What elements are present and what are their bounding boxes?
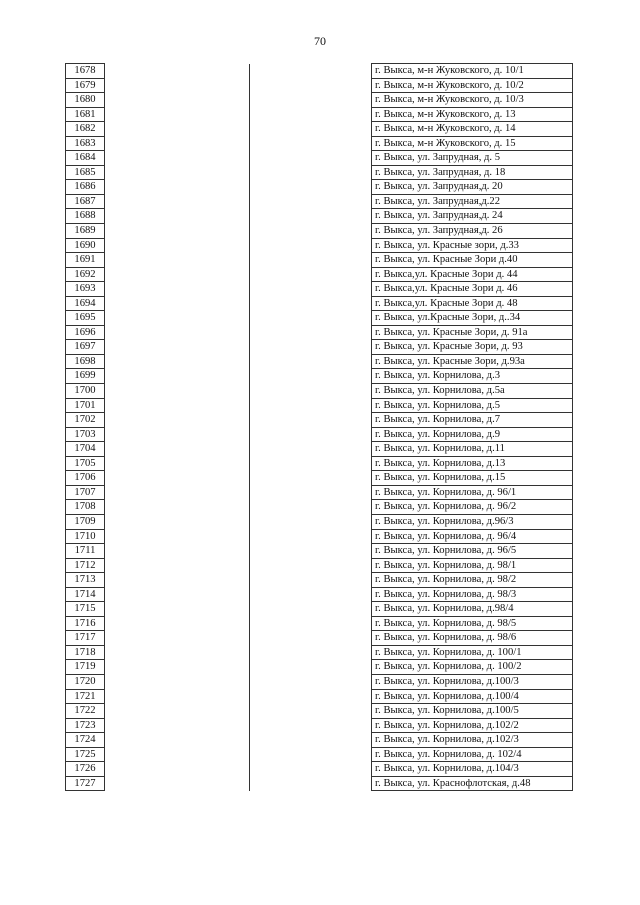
empty-cell [105,282,250,297]
address-cell: г. Выкса, ул. Красные зори, д.33 [372,238,573,253]
table-row [66,529,573,544]
empty-cell [105,442,250,457]
row-number-cell: 1694 [66,296,105,311]
table-row [66,369,573,384]
address-cell: г. Выкса, ул. Корнилова, д. 96/1 [372,485,573,500]
row-number-cell: 1709 [66,514,105,529]
row-number-cell: 1693 [66,282,105,297]
table-row [66,224,573,239]
address-cell: г. Выкса, ул. Корнилова, д. 98/5 [372,616,573,631]
table-row [66,165,573,180]
address-cell: г. Выкса, ул. Корнилова, д. 96/2 [372,500,573,515]
empty-cell [105,529,250,544]
row-number-cell: 1689 [66,224,105,239]
empty-cell [250,194,372,209]
empty-cell [105,514,250,529]
address-cell: г. Выкса, ул. Корнилова, д.15 [372,471,573,486]
empty-cell [105,369,250,384]
empty-cell [250,151,372,166]
empty-cell [250,340,372,355]
empty-cell [105,485,250,500]
empty-cell [250,296,372,311]
empty-cell [250,282,372,297]
row-number-cell: 1700 [66,384,105,399]
empty-cell [105,427,250,442]
address-cell: г. Выкса, м-н Жуковского, д. 10/1 [372,64,573,79]
address-cell: г. Выкса, ул. Корнилова, д. 98/6 [372,631,573,646]
row-number-cell: 1716 [66,616,105,631]
table-row [66,776,573,791]
address-cell: г. Выкса, ул. Корнилова, д.7 [372,413,573,428]
row-number-cell: 1684 [66,151,105,166]
row-number-cell: 1699 [66,369,105,384]
table-row [66,573,573,588]
empty-cell [250,224,372,239]
address-cell: г. Выкса, ул. Корнилова, д.3 [372,369,573,384]
empty-cell [105,558,250,573]
empty-cell [105,136,250,151]
empty-cell [105,180,250,195]
empty-cell [105,718,250,733]
address-cell: г. Выкса, ул. Корнилова, д. 102/4 [372,747,573,762]
table-row [66,471,573,486]
empty-cell [105,456,250,471]
table-row [66,485,573,500]
empty-cell [250,180,372,195]
row-number-cell: 1682 [66,122,105,137]
row-number-cell: 1708 [66,500,105,515]
address-cell: г. Выкса, ул. Краснофлотская, д.48 [372,776,573,791]
row-number-cell: 1715 [66,602,105,617]
empty-cell [105,413,250,428]
empty-cell [105,107,250,122]
empty-cell [250,660,372,675]
row-number-cell: 1702 [66,413,105,428]
address-cell: г. Выкса,ул. Красные Зори д. 44 [372,267,573,282]
table-row [66,602,573,617]
row-number-cell: 1696 [66,325,105,340]
table-row [66,456,573,471]
empty-cell [105,660,250,675]
table-row [66,64,573,79]
address-cell: г. Выкса, ул. Запрудная,д. 24 [372,209,573,224]
empty-cell [105,573,250,588]
empty-cell [250,267,372,282]
table-row [66,747,573,762]
address-cell: г. Выкса, м-н Жуковского, д. 15 [372,136,573,151]
table-row [66,645,573,660]
table-row [66,558,573,573]
address-cell: г. Выкса, ул. Корнилова, д. 98/2 [372,573,573,588]
address-cell: г. Выкса, ул. Корнилова, д.104/3 [372,762,573,777]
row-number-cell: 1717 [66,631,105,646]
table-row [66,325,573,340]
row-number-cell: 1710 [66,529,105,544]
empty-cell [250,442,372,457]
address-cell: г. Выкса, ул. Запрудная, д. 5 [372,151,573,166]
row-number-cell: 1690 [66,238,105,253]
empty-cell [105,194,250,209]
empty-cell [105,296,250,311]
page-number: 70 [314,34,326,48]
address-cell: г. Выкса, м-н Жуковского, д. 10/3 [372,93,573,108]
address-cell: г. Выкса, ул. Корнилова, д. 100/2 [372,660,573,675]
empty-cell [105,762,250,777]
empty-cell [250,485,372,500]
address-cell: г. Выкса, ул. Корнилова, д. 96/5 [372,544,573,559]
empty-cell [250,616,372,631]
address-cell: г. Выкса, ул. Корнилова, д.11 [372,442,573,457]
empty-cell [250,544,372,559]
empty-cell [105,354,250,369]
empty-cell [105,631,250,646]
table-row [66,674,573,689]
address-table-body [66,64,573,791]
row-number-cell: 1683 [66,136,105,151]
table-row [66,500,573,515]
empty-cell [105,267,250,282]
address-cell: г. Выкса, ул. Корнилова, д.98/4 [372,602,573,617]
row-number-cell: 1714 [66,587,105,602]
empty-cell [105,224,250,239]
address-cell: г. Выкса, ул. Красные Зори, д.93а [372,354,573,369]
table-row [66,107,573,122]
empty-cell [250,311,372,326]
row-number-cell: 1686 [66,180,105,195]
empty-cell [250,165,372,180]
row-number-cell: 1679 [66,78,105,93]
address-cell: г. Выкса, ул. Красные Зори д.40 [372,253,573,268]
table-row [66,733,573,748]
row-number-cell: 1687 [66,194,105,209]
table-row [66,384,573,399]
empty-cell [250,500,372,515]
row-number-cell: 1685 [66,165,105,180]
empty-cell [105,674,250,689]
empty-cell [250,238,372,253]
empty-cell [105,544,250,559]
address-cell: г. Выкса, ул. Корнилова, д. 96/4 [372,529,573,544]
address-cell: г. Выкса, ул. Запрудная,д.22 [372,194,573,209]
empty-cell [250,674,372,689]
empty-cell [105,165,250,180]
empty-cell [250,631,372,646]
row-number-cell: 1701 [66,398,105,413]
address-cell: г. Выкса, ул. Красные Зори, д. 91а [372,325,573,340]
row-number-cell: 1727 [66,776,105,791]
table-row [66,253,573,268]
row-number-cell: 1719 [66,660,105,675]
table-row [66,340,573,355]
row-number-cell: 1720 [66,674,105,689]
empty-cell [250,413,372,428]
row-number-cell: 1697 [66,340,105,355]
empty-cell [250,354,372,369]
address-cell: г. Выкса, м-н Жуковского, д. 13 [372,107,573,122]
address-cell: г. Выкса, ул.Красные Зори, д..34 [372,311,573,326]
address-cell: г. Выкса, ул. Красные Зори, д. 93 [372,340,573,355]
table-row [66,587,573,602]
row-number-cell: 1678 [66,64,105,79]
address-cell: г. Выкса, ул. Запрудная,д. 20 [372,180,573,195]
empty-cell [105,602,250,617]
empty-cell [105,340,250,355]
empty-cell [250,558,372,573]
empty-cell [250,776,372,791]
table-row [66,194,573,209]
table-row [66,180,573,195]
address-cell: г. Выкса, ул. Корнилова, д.13 [372,456,573,471]
empty-cell [250,78,372,93]
empty-cell [250,64,372,79]
address-cell: г. Выкса, ул. Корнилова, д. 100/1 [372,645,573,660]
table-row [66,282,573,297]
empty-cell [250,747,372,762]
empty-cell [250,762,372,777]
empty-cell [105,733,250,748]
empty-cell [105,325,250,340]
empty-cell [105,645,250,660]
row-number-cell: 1680 [66,93,105,108]
empty-cell [250,514,372,529]
address-cell: г. Выкса, ул. Корнилова, д.100/3 [372,674,573,689]
address-cell: г. Выкса, ул. Корнилова, д.102/2 [372,718,573,733]
row-number-cell: 1724 [66,733,105,748]
row-number-cell: 1711 [66,544,105,559]
row-number-cell: 1688 [66,209,105,224]
address-cell: г. Выкса, ул. Корнилова, д.96/3 [372,514,573,529]
table-row [66,660,573,675]
address-cell: г. Выкса, ул. Корнилова, д. 98/1 [372,558,573,573]
empty-cell [250,587,372,602]
row-number-cell: 1726 [66,762,105,777]
table-row [66,413,573,428]
address-cell: г. Выкса, ул. Корнилова, д. 98/3 [372,587,573,602]
row-number-cell: 1722 [66,704,105,719]
row-number-cell: 1695 [66,311,105,326]
empty-cell [105,64,250,79]
row-number-cell: 1718 [66,645,105,660]
table-row [66,704,573,719]
address-cell: г. Выкса, ул. Корнилова, д.102/3 [372,733,573,748]
address-cell: г. Выкса, ул. Запрудная, д. 18 [372,165,573,180]
empty-cell [105,122,250,137]
address-cell: г. Выкса, ул. Запрудная,д. 26 [372,224,573,239]
empty-cell [250,718,372,733]
empty-cell [105,471,250,486]
empty-cell [105,209,250,224]
table-row [66,354,573,369]
row-number-cell: 1721 [66,689,105,704]
empty-cell [250,471,372,486]
empty-cell [250,107,372,122]
address-cell: г. Выкса, м-н Жуковского, д. 10/2 [372,78,573,93]
table-row [66,689,573,704]
empty-cell [105,398,250,413]
empty-cell [250,573,372,588]
empty-cell [250,427,372,442]
row-number-cell: 1681 [66,107,105,122]
empty-cell [250,529,372,544]
empty-cell [105,238,250,253]
row-number-cell: 1707 [66,485,105,500]
row-number-cell: 1692 [66,267,105,282]
empty-cell [105,616,250,631]
empty-cell [250,369,372,384]
row-number-cell: 1698 [66,354,105,369]
empty-cell [105,78,250,93]
row-number-cell: 1703 [66,427,105,442]
empty-cell [250,602,372,617]
empty-cell [250,122,372,137]
empty-cell [105,500,250,515]
table-row [66,544,573,559]
table-row [66,151,573,166]
row-number-cell: 1723 [66,718,105,733]
table-row [66,616,573,631]
address-cell: г. Выкса, ул. Корнилова, д.5а [372,384,573,399]
empty-cell [105,704,250,719]
table-row [66,398,573,413]
empty-cell [105,311,250,326]
table-row [66,136,573,151]
row-number-cell: 1712 [66,558,105,573]
address-cell: г. Выкса,ул. Красные Зори д. 46 [372,282,573,297]
address-cell: г. Выкса, ул. Корнилова, д.100/4 [372,689,573,704]
empty-cell [250,733,372,748]
table-row [66,442,573,457]
empty-cell [250,325,372,340]
empty-cell [250,704,372,719]
empty-cell [105,93,250,108]
empty-cell [250,398,372,413]
table-row [66,762,573,777]
address-cell: г. Выкса, ул. Корнилова, д.9 [372,427,573,442]
empty-cell [250,136,372,151]
address-cell: г. Выкса,ул. Красные Зори д. 48 [372,296,573,311]
table-row [66,93,573,108]
table-row [66,267,573,282]
address-cell: г. Выкса, м-н Жуковского, д. 14 [372,122,573,137]
empty-cell [250,209,372,224]
row-number-cell: 1691 [66,253,105,268]
empty-cell [105,747,250,762]
table-row [66,427,573,442]
table-row [66,209,573,224]
row-number-cell: 1704 [66,442,105,457]
row-number-cell: 1713 [66,573,105,588]
table-row [66,122,573,137]
row-number-cell: 1725 [66,747,105,762]
empty-cell [250,384,372,399]
empty-cell [250,93,372,108]
empty-cell [105,384,250,399]
address-cell: г. Выкса, ул. Корнилова, д.5 [372,398,573,413]
empty-cell [105,689,250,704]
empty-cell [105,776,250,791]
table-row [66,514,573,529]
address-table [65,63,573,791]
table-row [66,631,573,646]
empty-cell [250,645,372,660]
table-row [66,238,573,253]
empty-cell [250,689,372,704]
row-number-cell: 1706 [66,471,105,486]
table-row [66,718,573,733]
table-row [66,78,573,93]
empty-cell [105,587,250,602]
empty-cell [250,253,372,268]
table-row [66,296,573,311]
row-number-cell: 1705 [66,456,105,471]
address-cell: г. Выкса, ул. Корнилова, д.100/5 [372,704,573,719]
empty-cell [105,253,250,268]
empty-cell [250,456,372,471]
table-row [66,311,573,326]
empty-cell [105,151,250,166]
